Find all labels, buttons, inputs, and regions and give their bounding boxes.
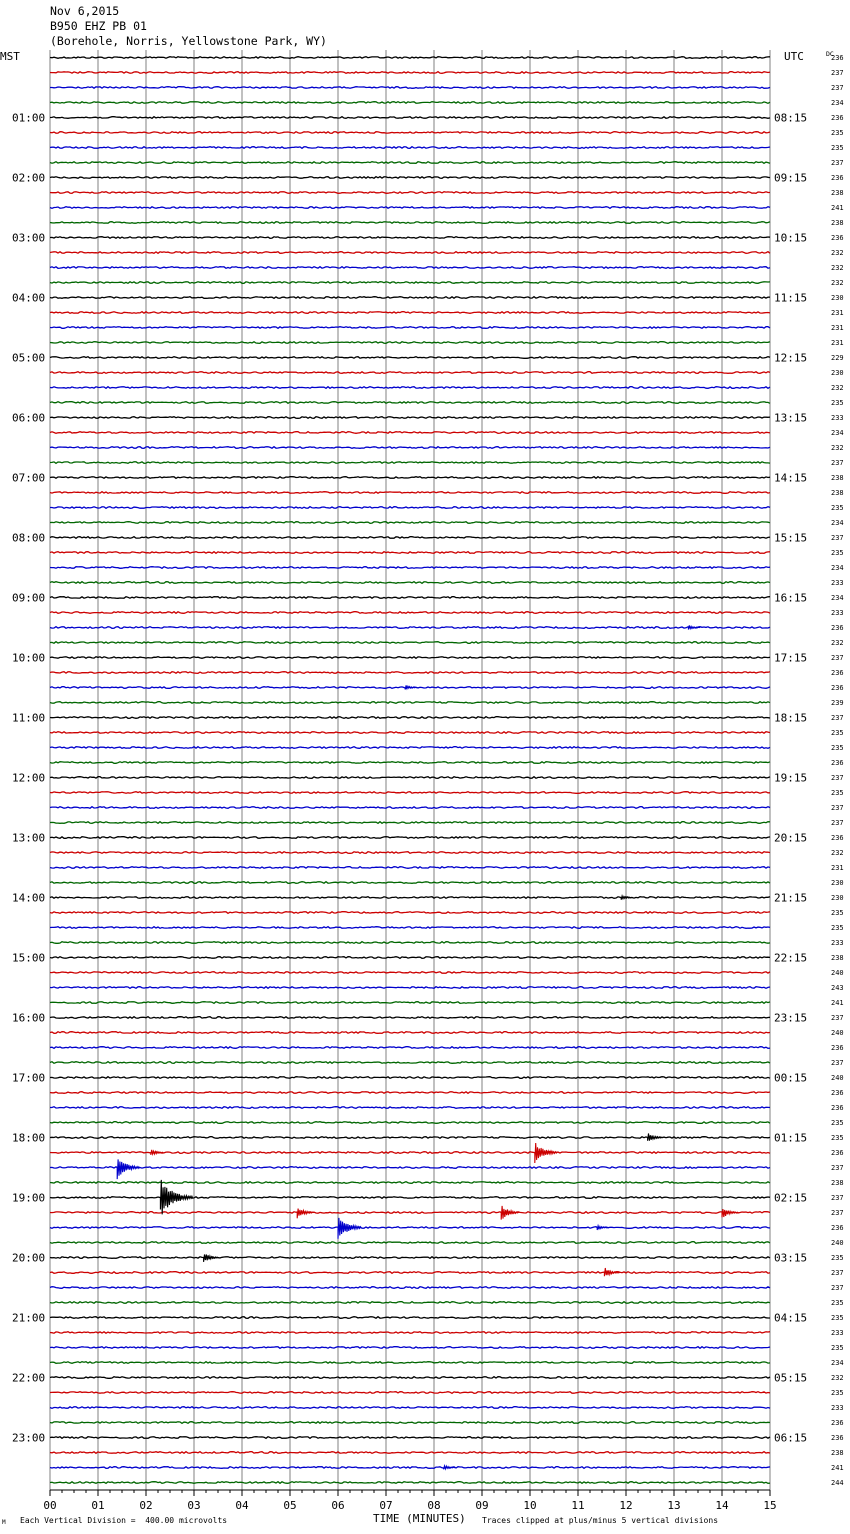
utc-time-label: 20:15 [774, 831, 808, 845]
trace-line [50, 582, 770, 584]
trace-line [50, 1452, 770, 1454]
utc-time-label: 12:15 [774, 351, 808, 365]
dc-offset-label: 229 [831, 354, 844, 362]
utc-time-label: 02:15 [774, 1191, 808, 1205]
trace-line [50, 597, 770, 599]
dc-offset-label: 237 [831, 1194, 844, 1202]
trace-line [50, 867, 770, 869]
trace-line [50, 1107, 770, 1109]
trace-line [50, 147, 770, 149]
dc-offset-label: 230 [831, 369, 844, 377]
utc-time-label: 18:15 [774, 711, 808, 725]
utc-time-label: 10:15 [774, 231, 808, 245]
mst-time-label: 13:00 [12, 831, 46, 845]
trace-line [50, 222, 770, 224]
dc-offset-label: 235 [831, 549, 844, 557]
dc-offset-label: 232 [831, 849, 844, 857]
dc-offset-label: 230 [831, 879, 844, 887]
trace-line [50, 1242, 770, 1244]
dc-offset-label: 243 [831, 984, 844, 992]
dc-offset-label: 241 [831, 204, 844, 212]
dc-offset-label: 238 [831, 954, 844, 962]
trace-line [50, 1032, 770, 1034]
trace-line [50, 837, 770, 839]
utc-time-label: 13:15 [774, 411, 808, 425]
trace-line [50, 507, 770, 509]
trace-line [50, 1407, 770, 1409]
dc-offset-label: 237 [831, 84, 844, 92]
dc-offset-label: 235 [831, 924, 844, 932]
dc-offset-label: 237 [831, 654, 844, 662]
mst-time-label: 21:00 [12, 1311, 46, 1325]
trace-line [50, 267, 770, 269]
trace-line [50, 117, 770, 119]
seismic-event [117, 1159, 140, 1179]
seismic-event [151, 1150, 164, 1155]
dc-offset-label: 237 [831, 459, 844, 467]
dc-offset-label: 233 [831, 1404, 844, 1412]
corner-mark: M [2, 1519, 6, 1526]
dc-offset-label: 235 [831, 1254, 844, 1262]
dc-offset-label: 237 [831, 1284, 844, 1292]
dc-offset-label: 240 [831, 1239, 844, 1247]
trace-line [50, 477, 770, 479]
utc-time-label: 19:15 [774, 771, 808, 785]
mst-time-label: 22:00 [12, 1371, 46, 1385]
utc-time-label: 23:15 [774, 1011, 808, 1025]
x-tick-label: 08 [427, 1499, 441, 1512]
dc-offset-label: 235 [831, 1389, 844, 1397]
trace-line [50, 1332, 770, 1334]
trace-line [50, 1302, 770, 1304]
trace-line [50, 822, 770, 824]
dc-offset-label: 237 [831, 714, 844, 722]
seismic-event [338, 1218, 361, 1239]
mst-time-label: 05:00 [12, 351, 46, 365]
trace-line [50, 942, 770, 944]
trace-line [50, 192, 770, 194]
dc-label: DC [826, 50, 834, 58]
dc-offset-label: 237 [831, 1014, 844, 1022]
dc-offset-label: 233 [831, 609, 844, 617]
dc-offset-label: 233 [831, 1329, 844, 1337]
seismic-event [297, 1209, 313, 1219]
mst-time-label: 09:00 [12, 591, 46, 605]
dc-offset-label: 231 [831, 864, 844, 872]
trace-line [50, 1482, 770, 1484]
trace-line [50, 1272, 770, 1274]
trace-line [50, 1227, 770, 1229]
utc-time-label: 08:15 [774, 111, 808, 125]
x-tick-label: 02 [139, 1499, 153, 1512]
dc-offset-label: 236 [831, 759, 844, 767]
trace-line [50, 72, 770, 74]
utc-time-label: 06:15 [774, 1431, 808, 1445]
mst-time-label: 19:00 [12, 1191, 46, 1205]
trace-line [50, 972, 770, 974]
x-tick-label: 10 [523, 1499, 537, 1512]
utc-time-label: 03:15 [774, 1251, 808, 1265]
trace-line [50, 882, 770, 884]
mst-time-label: 02:00 [12, 171, 46, 185]
mst-time-label: 17:00 [12, 1071, 46, 1085]
trace-line [50, 732, 770, 734]
trace-line [50, 762, 770, 764]
mst-time-label: 20:00 [12, 1251, 46, 1265]
mst-time-label: 15:00 [12, 951, 46, 965]
dc-offset-label: 238 [831, 489, 844, 497]
dc-offset-label: 237 [831, 534, 844, 542]
header-location: (Borehole, Norris, Yellowstone Park, WY) [50, 34, 327, 48]
dc-offset-label: 234 [831, 564, 844, 572]
dc-offset-label: 235 [831, 789, 844, 797]
trace-line [50, 1017, 770, 1019]
trace-line [50, 177, 770, 179]
trace-line [50, 927, 770, 929]
trace-line [50, 1077, 770, 1079]
trace-line [50, 312, 770, 314]
mst-time-label: 06:00 [12, 411, 46, 425]
dc-offset-label: 231 [831, 309, 844, 317]
dc-offset-label: 238 [831, 1179, 844, 1187]
x-tick-label: 05 [283, 1499, 297, 1512]
dc-offset-label: 241 [831, 1464, 844, 1472]
trace-line [50, 327, 770, 329]
x-axis-title: TIME (MINUTES) [373, 1512, 466, 1525]
trace-line [50, 792, 770, 794]
x-tick-label: 01 [91, 1499, 105, 1512]
trace-line [50, 1422, 770, 1424]
dc-offset-label: 236 [831, 834, 844, 842]
dc-offset-label: 238 [831, 1449, 844, 1457]
trace-line [50, 1062, 770, 1064]
x-tick-label: 00 [43, 1499, 57, 1512]
trace-line [50, 1317, 770, 1319]
dc-offset-label: 238 [831, 474, 844, 482]
dc-offset-label: 236 [831, 174, 844, 182]
dc-offset-label: 237 [831, 774, 844, 782]
trace-line [50, 1287, 770, 1289]
seismic-event [204, 1255, 219, 1262]
dc-offset-label: 231 [831, 324, 844, 332]
x-tick-label: 15 [763, 1499, 777, 1512]
trace-line [50, 1167, 770, 1169]
trace-line [50, 852, 770, 854]
dc-offset-label: 232 [831, 279, 844, 287]
dc-offset-label: 237 [831, 159, 844, 167]
seismic-traces [50, 57, 770, 1484]
x-tick-label: 12 [619, 1499, 633, 1512]
trace-line [50, 1122, 770, 1124]
x-tick-label: 11 [571, 1499, 585, 1512]
mst-time-label: 16:00 [12, 1011, 46, 1025]
trace-line [50, 1437, 770, 1439]
trace-line [50, 1047, 770, 1049]
dc-offset-label: 240 [831, 1029, 844, 1037]
trace-line [50, 567, 770, 569]
dc-offset-label: 234 [831, 594, 844, 602]
dc-offset-label: 236 [831, 1224, 844, 1232]
dc-offset-label: 236 [831, 1044, 844, 1052]
trace-line [50, 702, 770, 704]
trace-line [50, 342, 770, 344]
utc-time-label: 15:15 [774, 531, 808, 545]
dc-offset-label: 235 [831, 1314, 844, 1322]
dc-offset-label: 236 [831, 1434, 844, 1442]
x-tick-label: 14 [715, 1499, 729, 1512]
trace-line [50, 357, 770, 359]
seismic-event [501, 1206, 519, 1220]
trace-line [50, 132, 770, 134]
trace-line [50, 447, 770, 449]
dc-offset-label: 230 [831, 294, 844, 302]
dc-offset-label: 235 [831, 1134, 844, 1142]
dc-offset-label: 236 [831, 1104, 844, 1112]
seismic-event [597, 1226, 609, 1230]
grid-lines [50, 50, 770, 1490]
mst-time-label: 07:00 [12, 471, 46, 485]
dc-offset-label: 231 [831, 339, 844, 347]
trace-line [50, 372, 770, 374]
utc-axis-label: UTC [784, 50, 804, 63]
trace-line [50, 297, 770, 299]
dc-offset-label: 237 [831, 1269, 844, 1277]
utc-time-label: 17:15 [774, 651, 808, 665]
trace-line [50, 387, 770, 389]
dc-offset-label: 236 [831, 114, 844, 122]
dc-offset-label: 238 [831, 219, 844, 227]
dc-offset-label: 235 [831, 504, 844, 512]
dc-offset-label: 235 [831, 1344, 844, 1352]
trace-line [50, 1092, 770, 1094]
trace-line [50, 657, 770, 659]
dc-offset-label: 235 [831, 744, 844, 752]
dc-offset-label: 234 [831, 99, 844, 107]
x-tick-label: 07 [379, 1499, 393, 1512]
mst-time-label: 10:00 [12, 651, 46, 665]
trace-line [50, 807, 770, 809]
dc-offset-label: 235 [831, 1119, 844, 1127]
trace-line [50, 432, 770, 434]
trace-line [50, 987, 770, 989]
header-station: B950 EHZ PB 01 [50, 19, 147, 33]
mst-time-label: 04:00 [12, 291, 46, 305]
utc-time-label: 11:15 [774, 291, 808, 305]
dc-offset-label: 241 [831, 999, 844, 1007]
dc-offset-label: 236 [831, 684, 844, 692]
utc-time-label: 22:15 [774, 951, 808, 965]
dc-offset-label: 234 [831, 429, 844, 437]
trace-line [50, 1467, 770, 1469]
dc-offset-label: 237 [831, 1164, 844, 1172]
dc-offset-label: 232 [831, 1374, 844, 1382]
trace-line [50, 1392, 770, 1394]
dc-offset-label: 232 [831, 384, 844, 392]
dc-offset-label: 235 [831, 1299, 844, 1307]
trace-line [50, 252, 770, 254]
header-date: Nov 6,2015 [50, 4, 120, 18]
dc-offset-label: 238 [831, 189, 844, 197]
seismic-event [160, 1180, 192, 1215]
dc-offset-label: 236 [831, 1419, 844, 1427]
trace-line [50, 537, 770, 539]
trace-line [50, 1182, 770, 1184]
dc-offset-label: 235 [831, 729, 844, 737]
mst-time-label: 11:00 [12, 711, 46, 725]
x-tick-label: 04 [235, 1499, 249, 1512]
trace-line [50, 627, 770, 629]
mst-time-label: 23:00 [12, 1431, 46, 1445]
trace-line [50, 672, 770, 674]
axis-labels [12, 54, 844, 1512]
mst-time-label: 14:00 [12, 891, 46, 905]
trace-line [50, 1257, 770, 1259]
dc-offset-label: 236 [831, 54, 844, 62]
dc-offset-label: 232 [831, 639, 844, 647]
trace-line [50, 87, 770, 89]
trace-line [50, 1002, 770, 1004]
trace-line [50, 282, 770, 284]
dc-offset-label: 244 [831, 1479, 844, 1487]
trace-line [50, 102, 770, 104]
seismic-event [648, 1133, 663, 1140]
dc-offset-label: 235 [831, 129, 844, 137]
x-tick-label: 13 [667, 1499, 681, 1512]
dc-offset-label: 236 [831, 624, 844, 632]
trace-line [50, 777, 770, 779]
trace-line [50, 1212, 770, 1214]
dc-offset-label: 230 [831, 894, 844, 902]
trace-line [50, 747, 770, 749]
utc-time-label: 05:15 [774, 1371, 808, 1385]
dc-offset-label: 235 [831, 909, 844, 917]
trace-line [50, 642, 770, 644]
x-tick-label: 09 [475, 1499, 489, 1512]
trace-line [50, 717, 770, 719]
trace-line [50, 57, 770, 59]
dc-offset-label: 233 [831, 414, 844, 422]
dc-offset-label: 233 [831, 579, 844, 587]
trace-line [50, 1377, 770, 1379]
trace-line [50, 612, 770, 614]
dc-offset-label: 240 [831, 1074, 844, 1082]
trace-line [50, 462, 770, 464]
trace-line [50, 897, 770, 899]
dc-offset-label: 233 [831, 939, 844, 947]
trace-line [50, 552, 770, 554]
x-tick-label: 06 [331, 1499, 345, 1512]
seismic-event [604, 1268, 619, 1276]
dc-offset-label: 240 [831, 969, 844, 977]
trace-line [50, 402, 770, 404]
trace-line [50, 237, 770, 239]
mst-time-label: 12:00 [12, 771, 46, 785]
trace-line [50, 957, 770, 959]
dc-offset-label: 234 [831, 1359, 844, 1367]
mst-axis-label: MST [0, 50, 20, 63]
utc-time-label: 09:15 [774, 171, 808, 185]
dc-offset-label: 237 [831, 69, 844, 77]
seismic-event [535, 1143, 558, 1163]
utc-time-label: 21:15 [774, 891, 808, 905]
dc-offset-label: 235 [831, 399, 844, 407]
scale-note: Each Vertical Division = 400.00 microvolts [20, 1516, 228, 1525]
x-tick-label: 03 [187, 1499, 201, 1512]
clip-note: Traces clipped at plus/minus 5 vertical divisions [482, 1516, 719, 1525]
dc-offset-label: 237 [831, 804, 844, 812]
trace-line [50, 162, 770, 164]
trace-line [50, 1197, 770, 1199]
trace-line [50, 207, 770, 209]
dc-offset-label: 234 [831, 519, 844, 527]
dc-offset-label: 232 [831, 264, 844, 272]
utc-time-label: 01:15 [774, 1131, 808, 1145]
trace-line [50, 492, 770, 494]
dc-offset-label: 236 [831, 234, 844, 242]
trace-line [50, 417, 770, 419]
dc-offset-label: 239 [831, 699, 844, 707]
seismic-event [405, 685, 417, 689]
utc-time-label: 04:15 [774, 1311, 808, 1325]
mst-time-label: 08:00 [12, 531, 46, 545]
mst-time-label: 18:00 [12, 1131, 46, 1145]
trace-line [50, 522, 770, 524]
mst-time-label: 03:00 [12, 231, 46, 245]
utc-time-label: 14:15 [774, 471, 808, 485]
dc-offset-label: 235 [831, 144, 844, 152]
dc-offset-label: 236 [831, 1149, 844, 1157]
mst-time-label: 01:00 [12, 111, 46, 125]
trace-line [50, 912, 770, 914]
dc-offset-label: 236 [831, 1089, 844, 1097]
dc-offset-label: 236 [831, 669, 844, 677]
trace-line [50, 1347, 770, 1349]
utc-time-label: 00:15 [774, 1071, 808, 1085]
dc-offset-label: 232 [831, 444, 844, 452]
utc-time-label: 16:15 [774, 591, 808, 605]
dc-offset-label: 237 [831, 1209, 844, 1217]
dc-offset-label: 232 [831, 249, 844, 257]
trace-line [50, 1362, 770, 1364]
dc-offset-label: 237 [831, 1059, 844, 1067]
seismic-event [688, 625, 700, 629]
dc-offset-label: 237 [831, 819, 844, 827]
